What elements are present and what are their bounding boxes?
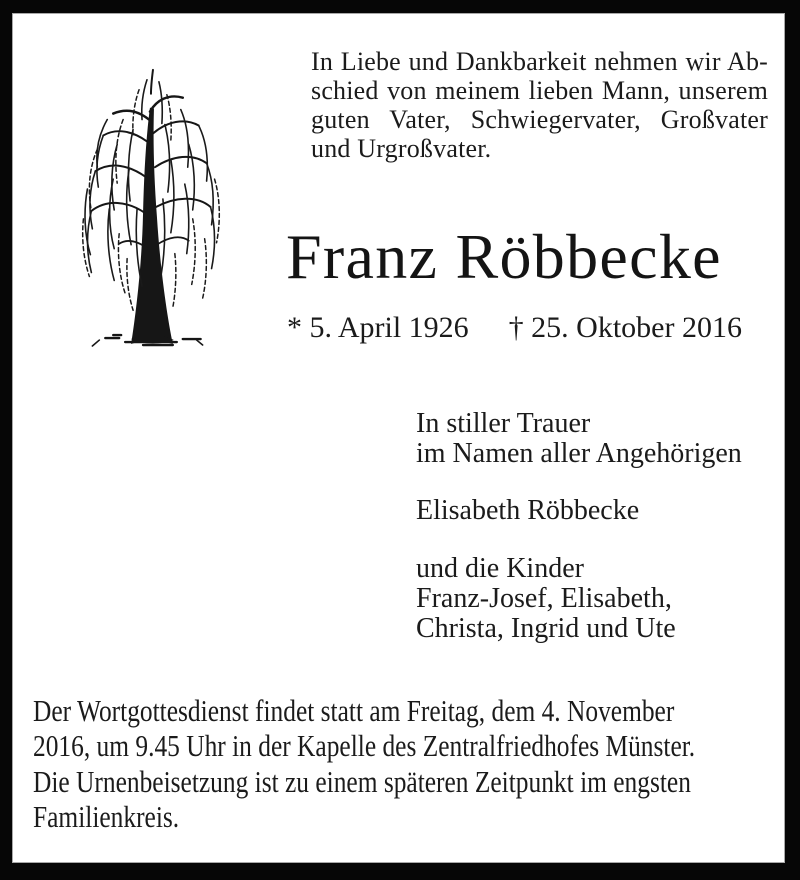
burial-info (33, 764, 691, 834)
intro-line: schied von meinem lieben Mann, unserem (311, 76, 768, 105)
children-line: Franz-Josef, Elisabeth, (416, 583, 672, 614)
intro-line: und Urgroßvater. (311, 134, 492, 163)
service-line: Der Wortgottesdienst findet statt am Freitag, dem 4. November (33, 693, 675, 728)
children-line: Christa, Ingrid und Ute (416, 613, 676, 644)
life-dates (287, 311, 742, 345)
service-line: 2016, um 9.45 Uhr in der Kapelle des Zentralfriedhofes Münster. (33, 728, 696, 763)
weeping-willow-tree-icon (46, 50, 248, 348)
burial-line: Die Urnenbeisetzung ist zu einem späteren Zeitpunkt im engsten (33, 764, 691, 799)
mourning-line: In stiller Trauer (416, 408, 591, 439)
mourning-statement (416, 409, 742, 469)
service-info (33, 693, 695, 763)
intro-line: guten Vater, Schwiegervater, Großvater (311, 105, 768, 134)
birth-date: * 5. April 1926 (287, 311, 469, 344)
intro-paragraph (311, 47, 768, 163)
mourning-line: im Namen aller Angehörigen (416, 438, 742, 469)
children-list (416, 554, 676, 644)
burial-line: Familienkreis. (33, 799, 180, 834)
deceased-name: Franz Röbbecke (286, 221, 722, 292)
intro-line: In Liebe und Dankbarkeit nehmen wir Ab- (311, 47, 768, 76)
widow-name: Elisabeth Röbbecke (416, 495, 640, 526)
death-date: † 25. Oktober 2016 (508, 311, 742, 344)
children-intro: und die Kinder (416, 553, 584, 584)
